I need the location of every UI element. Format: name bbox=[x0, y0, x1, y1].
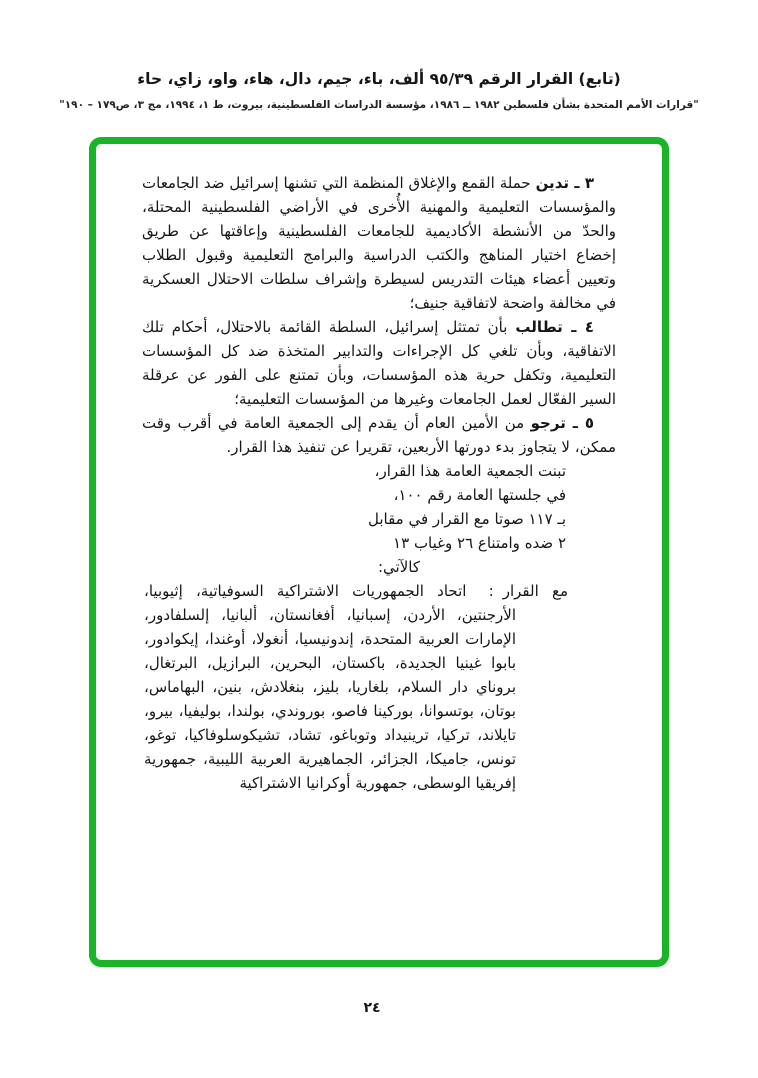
paragraph-3-number: ٣ ـ bbox=[569, 174, 594, 192]
adoption-note bbox=[197, 459, 566, 555]
resolution-text bbox=[142, 171, 616, 795]
vote-countries: اتحاد الجمهوريات الاشتراكية السوفياتية، إثيوبيا، الأرجنتين، الأردن، إسبانيا، أفغانستان، ألبانيا، إلسلفادور، الإمارات العربية المتحدة، إندونيسيا، أنغولا، أوغندا، إيكوادور، بابوا غينيا الجديدة، باكستان، البحرين، البرازيل، البرتغال، بروناي دار السلام، بلغاريا، بليز، بنغلادش، بنين، البهاماس، بوتان، بوتسوانا، بوركينا فاصو، بوروندي، بولندا، بوليفيا، بيرو، تايلاند، تركيا، ترينيداد وتوباغو، تشاد، تشيكوسلوفاكيا، توغو، تونس، جاميكا، الجزائر، الجماهيرية العربية الليبية، جمهورية إفريقيا الوسطى، جمهورية أوكرانيا الاشتراكية bbox=[144, 582, 516, 792]
adoption-line: ٢ ضده وامتناع ٢٦ وغياب ١٣ bbox=[393, 534, 566, 552]
paragraph-3-body: حملة القمع والإغلاق المنظمة التي تشنها إسرائيل ضد الجامعات والمؤسسات التعليمية والمهنية الأُخرى في الأراضي الفلسطينية المحتلة، والحدّ من الأنشطة الأكاديمية للجامعات الفلسطينية وإعاقتها عن طريق إخضاع اختيار المناهج والكتب الدراسية والبرامج التعليمية وقبول الطلاب وتعيين أعضاء هيئات التدريس لسيطرة وإشراف سلطات الاحتلال العسكرية في مخالفة واضحة لاتفاقية جنيف؛ bbox=[142, 174, 616, 312]
paragraph-3 bbox=[142, 171, 616, 315]
adoption-closing: كالآتي: bbox=[378, 558, 420, 576]
paragraph-4 bbox=[142, 315, 616, 411]
adoption-line: بـ ١١٧ صوتا مع القرار في مقابل bbox=[367, 510, 566, 528]
vote-record bbox=[144, 579, 568, 795]
paragraph-4-number: ٤ ـ bbox=[562, 318, 594, 336]
content-frame bbox=[89, 137, 669, 967]
adoption-line: في جلستها العامة رقم ١٠٠، bbox=[393, 486, 566, 504]
paragraph-5-body: من الأمين العام أن يقدم إلى الجمعية العامة في أقرب وقت ممكن، لا يتجاوز بدء دورتها الأربعين، تقريرا عن تنفيذ هذا القرار. bbox=[142, 414, 616, 456]
vote-label: مع القرار bbox=[502, 582, 568, 600]
vote-separator: : bbox=[488, 582, 494, 600]
paragraph-5 bbox=[142, 411, 616, 459]
paragraph-3-keyword: تدين bbox=[535, 174, 569, 192]
paragraph-5-keyword: ترجو bbox=[530, 414, 566, 432]
resolution-title: (تابع) القرار الرقم ٩٥/٣٩ ألف، باء، جيم، دال، هاء، واو، زاي، حاء bbox=[137, 70, 621, 88]
adoption-line: تبنت الجمعية العامة هذا القرار، bbox=[374, 462, 566, 480]
page-number: ٢٤ bbox=[363, 1000, 381, 1016]
paragraph-5-number: ٥ ـ bbox=[565, 414, 594, 432]
page-header bbox=[0, 0, 758, 113]
paragraph-4-body: بأن تمتثل إسرائيل، السلطة القائمة بالاحتلال، أحكام تلك الاتفاقية، وبأن تلغي كل الإجراءات والتدابير المتخذة ضد كل المؤسسات التعليمية، وتكفل حرية هذه المؤسسات، وبأن تمتنع على الفور عن عرقلة السير الفعّال لعمل الجامعات وغيرها من المؤسسات التعليمية؛ bbox=[142, 318, 616, 408]
source-citation: "قرارات الأمم المتحدة بشأن فلسطين ١٩٨٢ ــ ١٩٨٦، مؤسسة الدراسات الفلسطينية، بيروت، ط ١، ١٩٩٤، مج ٣، ص١٧٩ – ١٩٠" bbox=[59, 99, 699, 111]
paragraph-4-keyword: تطالب bbox=[515, 318, 563, 336]
